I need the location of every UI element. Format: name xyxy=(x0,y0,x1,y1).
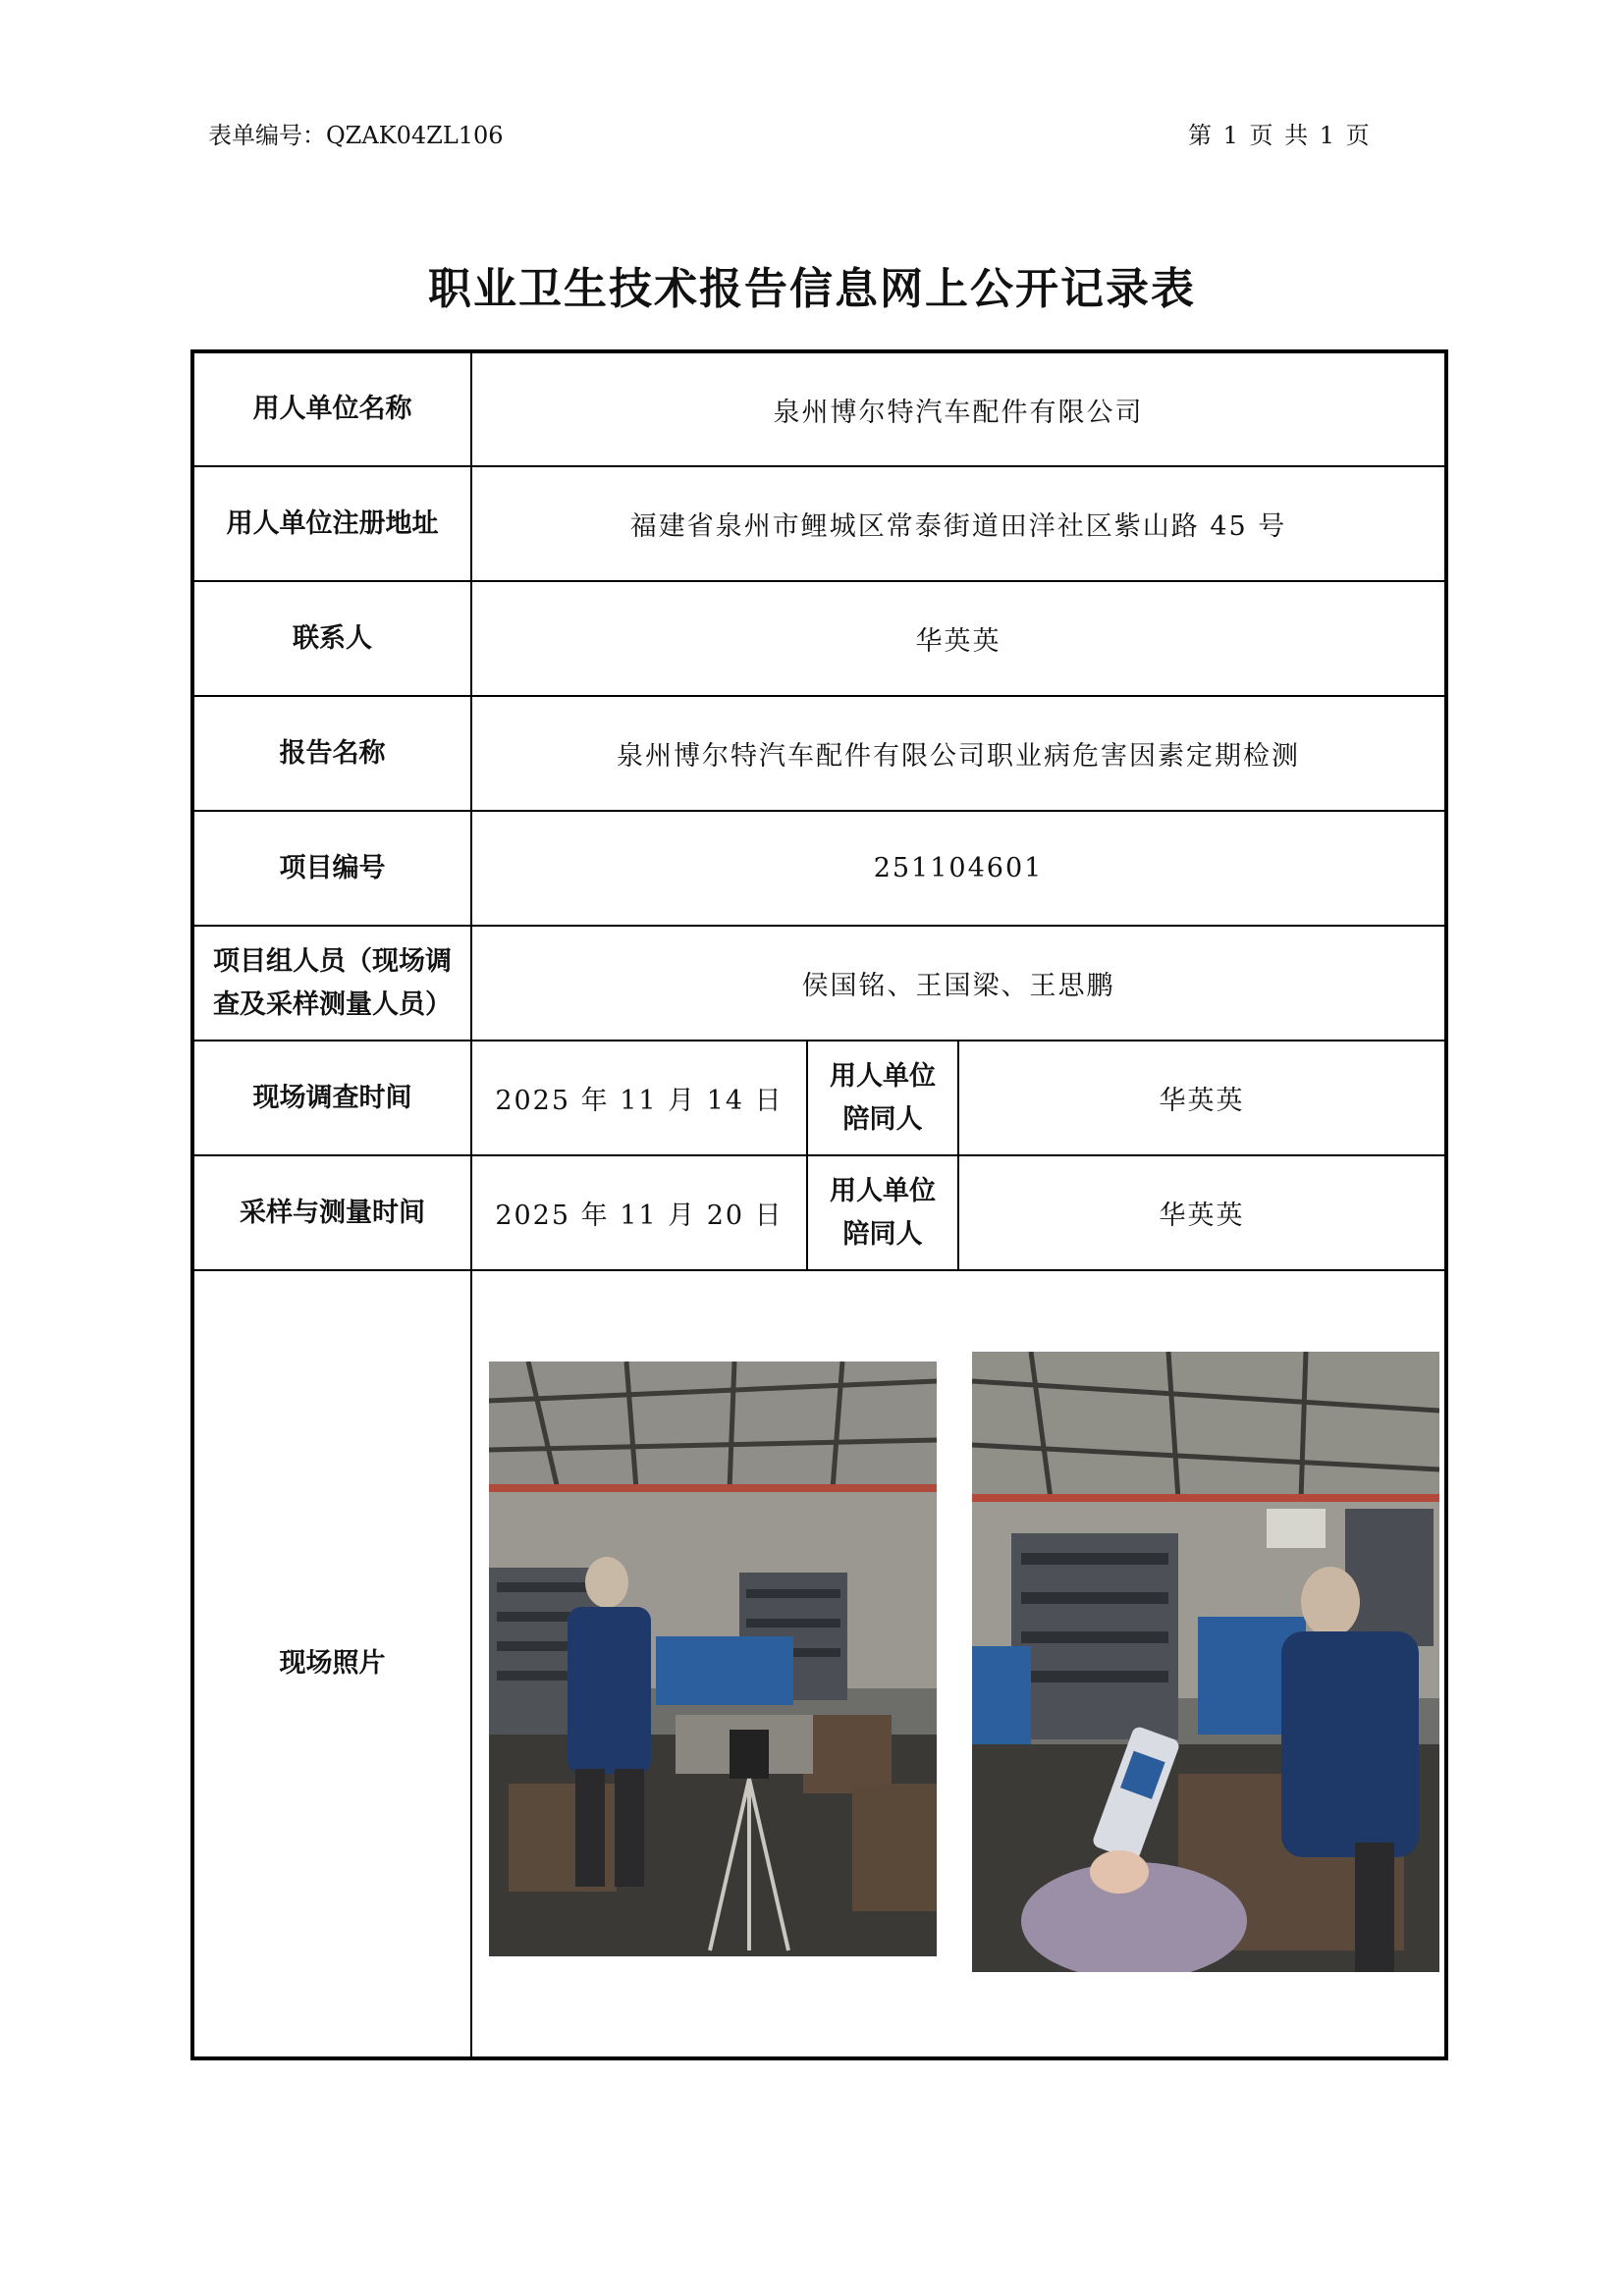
sampling-companion-label-line1: 用人单位 xyxy=(830,1175,936,1206)
survey-companion-label-line1: 用人单位 xyxy=(830,1060,936,1092)
survey-companion-label-line2: 陪同人 xyxy=(842,1103,923,1135)
sampling-date: 2025 年 11 月 20 日 xyxy=(471,1155,807,1270)
employer-name-value: 泉州博尔特汽车配件有限公司 xyxy=(471,351,1446,466)
row-employer-address xyxy=(192,466,1446,581)
sampling-companion-label-line2: 陪同人 xyxy=(842,1218,923,1250)
row-survey xyxy=(192,1041,1446,1155)
survey-date: 2025 年 11 月 14 日 xyxy=(471,1041,807,1155)
photos-label: 现场照片 xyxy=(192,1270,471,2058)
site-photo-2 xyxy=(972,1352,1439,1972)
page-info: 第 1 页 共 1 页 xyxy=(1188,122,1372,149)
row-team xyxy=(192,926,1446,1041)
record-table xyxy=(190,349,1448,2060)
row-employer-name xyxy=(192,351,1446,466)
project-no-value: 251104601 xyxy=(471,811,1446,926)
sampling-companion-value: 华英英 xyxy=(958,1155,1446,1270)
team-label xyxy=(192,926,471,1041)
row-sampling xyxy=(192,1155,1446,1270)
employer-address-label: 用人单位注册地址 xyxy=(192,466,471,581)
team-label-line2: 查及采样测量人员） xyxy=(213,988,452,1020)
report-name-value: 泉州博尔特汽车配件有限公司职业病危害因素定期检测 xyxy=(471,696,1446,811)
survey-label: 现场调查时间 xyxy=(192,1041,471,1155)
employer-name-label: 用人单位名称 xyxy=(192,351,471,466)
contact-value: 华英英 xyxy=(471,581,1446,696)
sampling-companion-label xyxy=(807,1155,958,1270)
row-photos xyxy=(192,1270,1446,2058)
team-value: 侯国铭、王国梁、王思鹏 xyxy=(471,926,1446,1041)
form-code: 表单编号：QZAK04ZL106 xyxy=(208,122,504,149)
site-photo-1 xyxy=(489,1362,937,1956)
team-label-line1: 项目组人员（现场调 xyxy=(213,945,452,977)
contact-label: 联系人 xyxy=(192,581,471,696)
employer-address-value: 福建省泉州市鲤城区常泰街道田洋社区紫山路 45 号 xyxy=(471,466,1446,581)
sampling-label: 采样与测量时间 xyxy=(192,1155,471,1270)
survey-companion-label xyxy=(807,1041,958,1155)
row-project-no xyxy=(192,811,1446,926)
document-title: 职业卫生技术报告信息网上公开记录表 xyxy=(428,264,1196,314)
project-no-label: 项目编号 xyxy=(192,811,471,926)
row-contact xyxy=(192,581,1446,696)
report-name-label: 报告名称 xyxy=(192,696,471,811)
row-report-name xyxy=(192,696,1446,811)
survey-companion-value: 华英英 xyxy=(958,1041,1446,1155)
photos-cell xyxy=(471,1270,1446,2058)
